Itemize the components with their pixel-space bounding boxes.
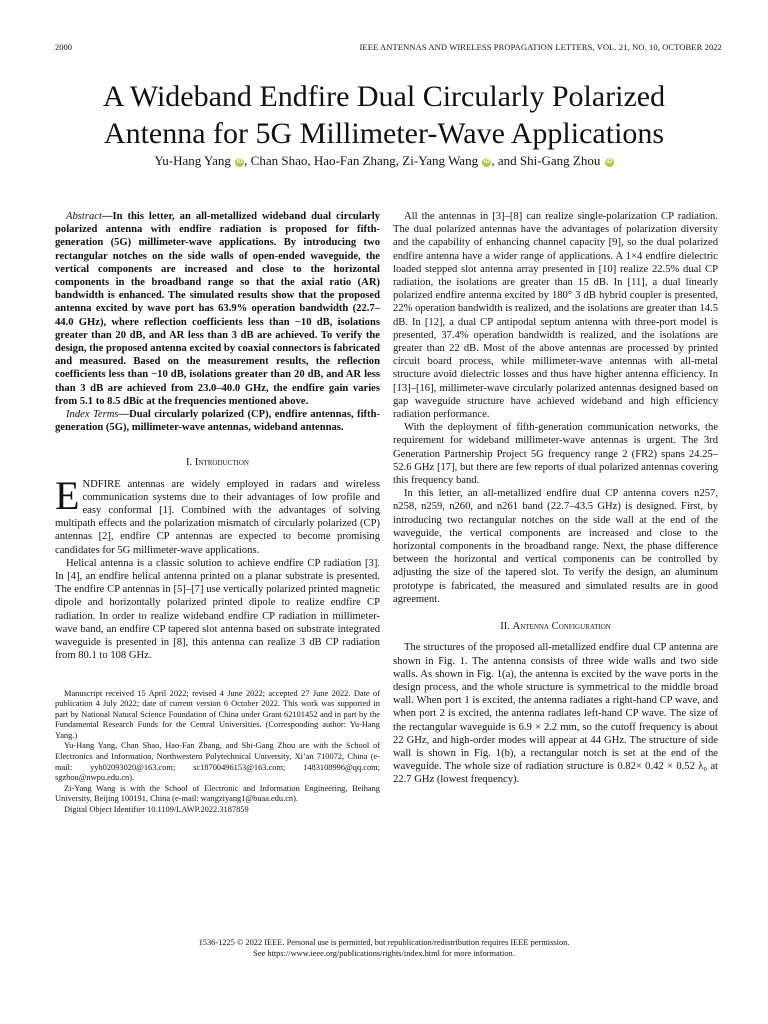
intro-paragraph-1 (55, 472, 380, 557)
body-paragraph: All the antennas in [3]–[8] can realize single-polarization CP radiation. The dual polarized antennas have the advantages of polarization diversity and the capability of enhancing channel capacity [9], so the dual polarized endfire antenna have a wider range of applications. A 1×4 endfire dielectric loaded stepped slot antenna array presented in [10] realize 22.5% dual CP radiation, the isolations are greater than 15 dB. In [11], a dual linearly polarized endfire antenna excited by 180° 3 dB hybrid coupler is presented, 22% operation bandwidth is realized, and the isolations are greater than 14.5 dB. In [12], a dual CP antipodal septum antenna with three-port model is presented, 37.4% operation bandwidth is realized, and the isolations are greater than 22 dB. Most of the above antennas are processed by printed circuit board process, while millimeter-wave antennas with all-metal structure avoid dielectric losses and thus have higher antenna efficiency. In [13]–[16], millimeter-wave circularly polarized antennas designed based on gap waveguide structure have achieved wideband and high efficiency radiation performance. (393, 211, 718, 421)
orcid-icon[interactable]: iD (236, 159, 243, 165)
author-name: , and Shi-Gang Zhou (491, 153, 601, 168)
page-number: 2000 (55, 42, 72, 52)
body-paragraph: The structures of the proposed all-metallized endfire dual CP antenna are shown in Fig. 1. The antenna consists of three wide walls and two side walls. As shown in Fig. 1(a), the antenna is excited by the wave ports in the design process, and the whole structure is symmetrical to the middle broad wall. When port 1 is excited, the antenna radiates a right-hand CP wave, and when port 2 is excited, the antenna radiates left-hand CP wave. The size of the rectangular waveguide is 6.9 × 2.2 mm, so the cutoff frequency is about 22 GHz, and high-order modes will appear at 44 GHz. The structure of side wall is shown in Fig. 1(b), a rectangular notch is set at the end of the waveguide. The whole size of radiation structure is 0.82× 0.42 × 0.52 λ₀ at 22.7 GHz (lowest frequency). (393, 642, 718, 786)
paragraph-text: NDFIRE antennas are widely employed in radars and wireless communication systems due to their advantages of low profile and easy conformal [1]. Combined with the advantages of solving multipath effects and the polarization mismatch of circularly polarized (CP) antennas [2], endfire CP antennas are expected to become promising candidates for 5G millimeter-wave applications. (55, 478, 380, 556)
index-terms-text: —Dual circularly polarized (CP), endfire antennas, fifth-generation (5G), millimeter-wave antennas, wideband antennas. (55, 409, 380, 434)
footnote (55, 689, 380, 816)
section-title: Antenna Configuration (512, 621, 611, 633)
section-title: Introduction (194, 457, 249, 469)
paper-title (40, 78, 728, 152)
footnote-affiliation-1: Yu-Hang Yang, Chan Shao, Hao-Fan Zhang, and Shi-Gang Zhou are with the School of Electronics and Information, Northwestern Polytechnical University, Xi’an 710072, China (e-mail: yyh02093020@163.com; sc18700496153@163.com; 1483108996@qq.com; sgzhou@nwpu.edu.cn). (55, 741, 380, 783)
right-column (393, 210, 718, 787)
intro-paragraph-2: Helical antenna is a classic solution to achieve endfire CP radiation [3]. In [4], an endfire helical antenna printed on a planar substrate is presented. The endfire CP antennas in [5]–[7] use vertically polarized printed magnetic dipole and horizontally polarized printed dipole to realize endfire CP radiation. In order to realize wideband endfire CP radiation in millimeter-wave band, an endfire CP tapered slot antenna based on substrate integrated waveguide is presented in [8], this antenna can realize 3 dB CP radiation from 80.1 to 108 GHz. (55, 557, 380, 662)
index-terms-lead: Index Terms (66, 409, 119, 421)
copyright-line-1: 1536-1225 © 2022 IEEE. Personal use is permitted, but republication/redistribution requires IEEE permission. (198, 938, 570, 947)
footnote-doi: Digital Object Identifier 10.1109/LAWP.2022.3187859 (64, 805, 249, 815)
copyright-line-2: See https://www.ieee.org/publications/rights/index.html for more information. (253, 948, 515, 958)
footnote-affiliation-2: Zi-Yang Wang is with the School of Electronic and Information Engineering, Beihang University, Beijing 100191, China (e-mail: wangziyang1@buaa.edu.cn). (55, 783, 380, 804)
abstract-lead: Abstract (66, 211, 102, 222)
body-paragraph: With the deployment of fifth-generation communication networks, the requirement for wideband millimeter-wave antennas is urgent. The 3rd Generation Partnership Project 5G frequency range 2 (FR2) spans 24.25–52.6 GHz [17], but there are few reports of dual polarized antennas covering this frequency band. (393, 422, 718, 487)
orcid-icon[interactable]: iD (483, 159, 490, 165)
title-line-2: Antenna for 5G Millimeter-Wave Applications (103, 117, 665, 150)
orcid-icon[interactable]: iD (606, 159, 613, 165)
author-names: , Chan Shao, Hao-Fan Zhang, Zi-Yang Wang (244, 153, 479, 168)
abstract-text: —In this letter, an all-metallized wideband dual circularly polarized antenna with endfire radiation is proposed for fifth-generation (5G) millimeter-wave applications. By introducing two rectangular notches on the side walls of open-ended waveguide, the vertical components are increased and close to the horizontal components in the broadband range so that the axial ratio (AR) bandwidth is enhanced. The simulated results show that the proposed antenna excited by wave port has 63.9% operation bandwidth (22.7–44.0 GHz), where reflection coefficients less than −10 dB, isolations greater than 20 dB, and AR less than 3 dB are achieved. To verify the design, the proposed antenna excited by coaxial connectors is fabricated and measured. Based on the measurement results, the reflection coefficients less than −10 dB, isolations greater than 20 dB, and AR less than 3 dB are achieved from 23.0–40.0 GHz, the endfire gain varies from 5.1 to 8.5 dBic at the frequencies mentioned above. (55, 211, 380, 407)
index-terms (55, 408, 380, 434)
title-line-1: A Wideband Endfire Dual Circularly Polarized (102, 80, 666, 113)
copyright-notice (60, 938, 708, 959)
author-list (40, 153, 728, 169)
section-heading-introduction (55, 456, 380, 469)
left-column (55, 210, 380, 816)
abstract (55, 210, 380, 408)
drop-cap: E (55, 472, 80, 518)
author-name: Yu-Hang Yang (154, 153, 231, 168)
section-heading-antenna-configuration (393, 620, 718, 633)
section-number: II. (500, 621, 510, 633)
footnote-manuscript: Manuscript received 15 April 2022; revised 4 June 2022; accepted 27 June 2022. Date of publication 4 July 2022; date of current version 6 October 2022. This work was supported in part by National Natural Science Foundation of China under Grant 62101452 and in part by the Fundamental Research Funds for the Central Universities. (Corresponding author: Yu-Hang Yang.) (55, 688, 380, 740)
section-number: I. (186, 457, 193, 469)
body-paragraph: In this letter, an all-metallized endfire dual CP antenna covers n257, n258, n259, n260, and n261 band (22.7–43.5 GHz) is designed. First, by introducing two rectangular notches on the side wall at the end of the waveguide, the vertical components are increased and close to the horizontal components in the broadband range. Next, the phase difference between the horizontal and vertical components can be controlled by adjusting the size of the tapered slot. To verify the design, an aluminum prototype is fabricated, the measured and simulated results are in good agreement. (393, 488, 718, 605)
journal-header: IEEE ANTENNAS AND WIRELESS PROPAGATION LETTERS, VOL. 21, NO. 10, OCTOBER 2022 (359, 42, 722, 52)
